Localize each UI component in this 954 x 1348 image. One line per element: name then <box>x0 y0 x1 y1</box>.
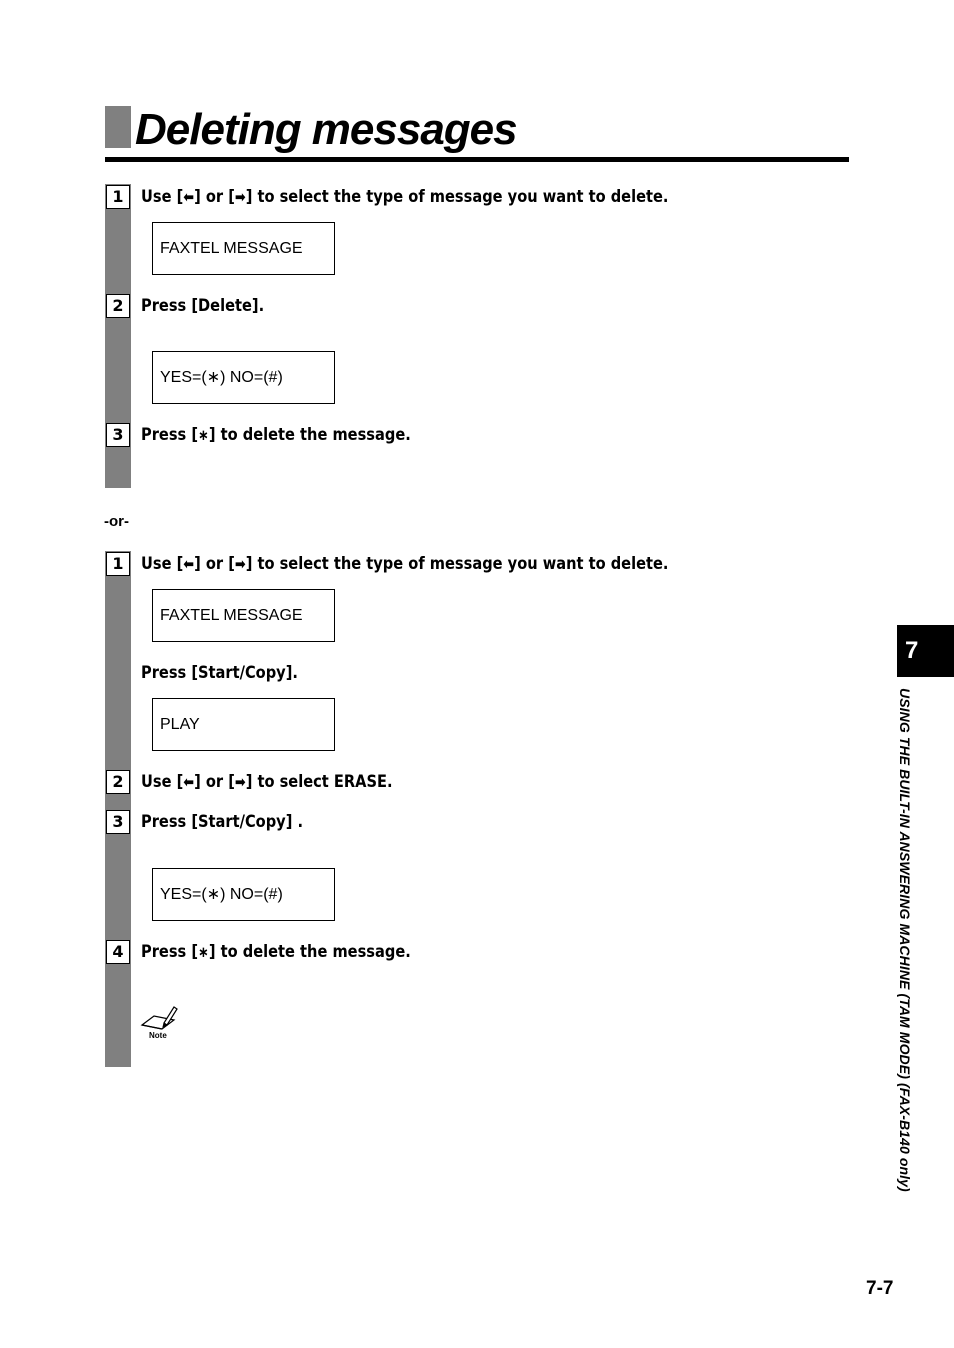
step-text: Use [⬅] or [➡] to select ERASE. <box>141 772 393 792</box>
step-text: Press [Start/Copy]. <box>141 663 298 683</box>
step-text: Use [⬅] or [➡] to select the type of message you want to delete. <box>141 187 669 207</box>
star-icon: ∗ <box>198 943 209 961</box>
note-label: Note <box>149 1031 167 1040</box>
lcd-display: YES=(∗) NO=(#) <box>152 868 335 921</box>
or-separator: -or- <box>104 513 129 530</box>
page-number: 7-7 <box>866 1278 894 1299</box>
lcd-display: FAXTEL MESSAGE <box>152 222 335 275</box>
step-number: 4 <box>106 940 130 964</box>
left-arrow-icon: ⬅ <box>183 188 195 206</box>
step-number: 2 <box>106 770 130 794</box>
right-arrow-icon: ➡ <box>234 773 246 791</box>
left-arrow-icon: ⬅ <box>183 773 195 791</box>
chapter-tab: 7 <box>897 625 954 677</box>
step-number: 3 <box>106 423 130 447</box>
lcd-display: FAXTEL MESSAGE <box>152 589 335 642</box>
steps-bar-2 <box>105 551 131 1067</box>
star-icon: ∗ <box>198 426 209 444</box>
page-title: Deleting messages <box>135 105 517 154</box>
lcd-display: PLAY <box>152 698 335 751</box>
step-number: 3 <box>106 810 130 834</box>
title-rule <box>105 157 849 162</box>
step-number: 2 <box>106 294 130 318</box>
chapter-side-title: USING THE BUILT-IN ANSWERING MACHINE (TAM MODE) (FAX-B140 only) <box>897 688 913 1192</box>
step-number: 1 <box>106 185 130 209</box>
step-text: Press [∗] to delete the message. <box>141 942 411 962</box>
lcd-display: YES=(∗) NO=(#) <box>152 351 335 404</box>
title-block <box>105 106 131 148</box>
right-arrow-icon: ➡ <box>234 555 246 573</box>
step-text: Press [Delete]. <box>141 296 265 316</box>
step-text: Use [⬅] or [➡] to select the type of message you want to delete. <box>141 554 669 574</box>
step-number: 1 <box>106 552 130 576</box>
step-text: Press [∗] to delete the message. <box>141 425 411 445</box>
left-arrow-icon: ⬅ <box>183 555 195 573</box>
step-text: Press [Start/Copy] . <box>141 812 304 832</box>
right-arrow-icon: ➡ <box>234 188 246 206</box>
